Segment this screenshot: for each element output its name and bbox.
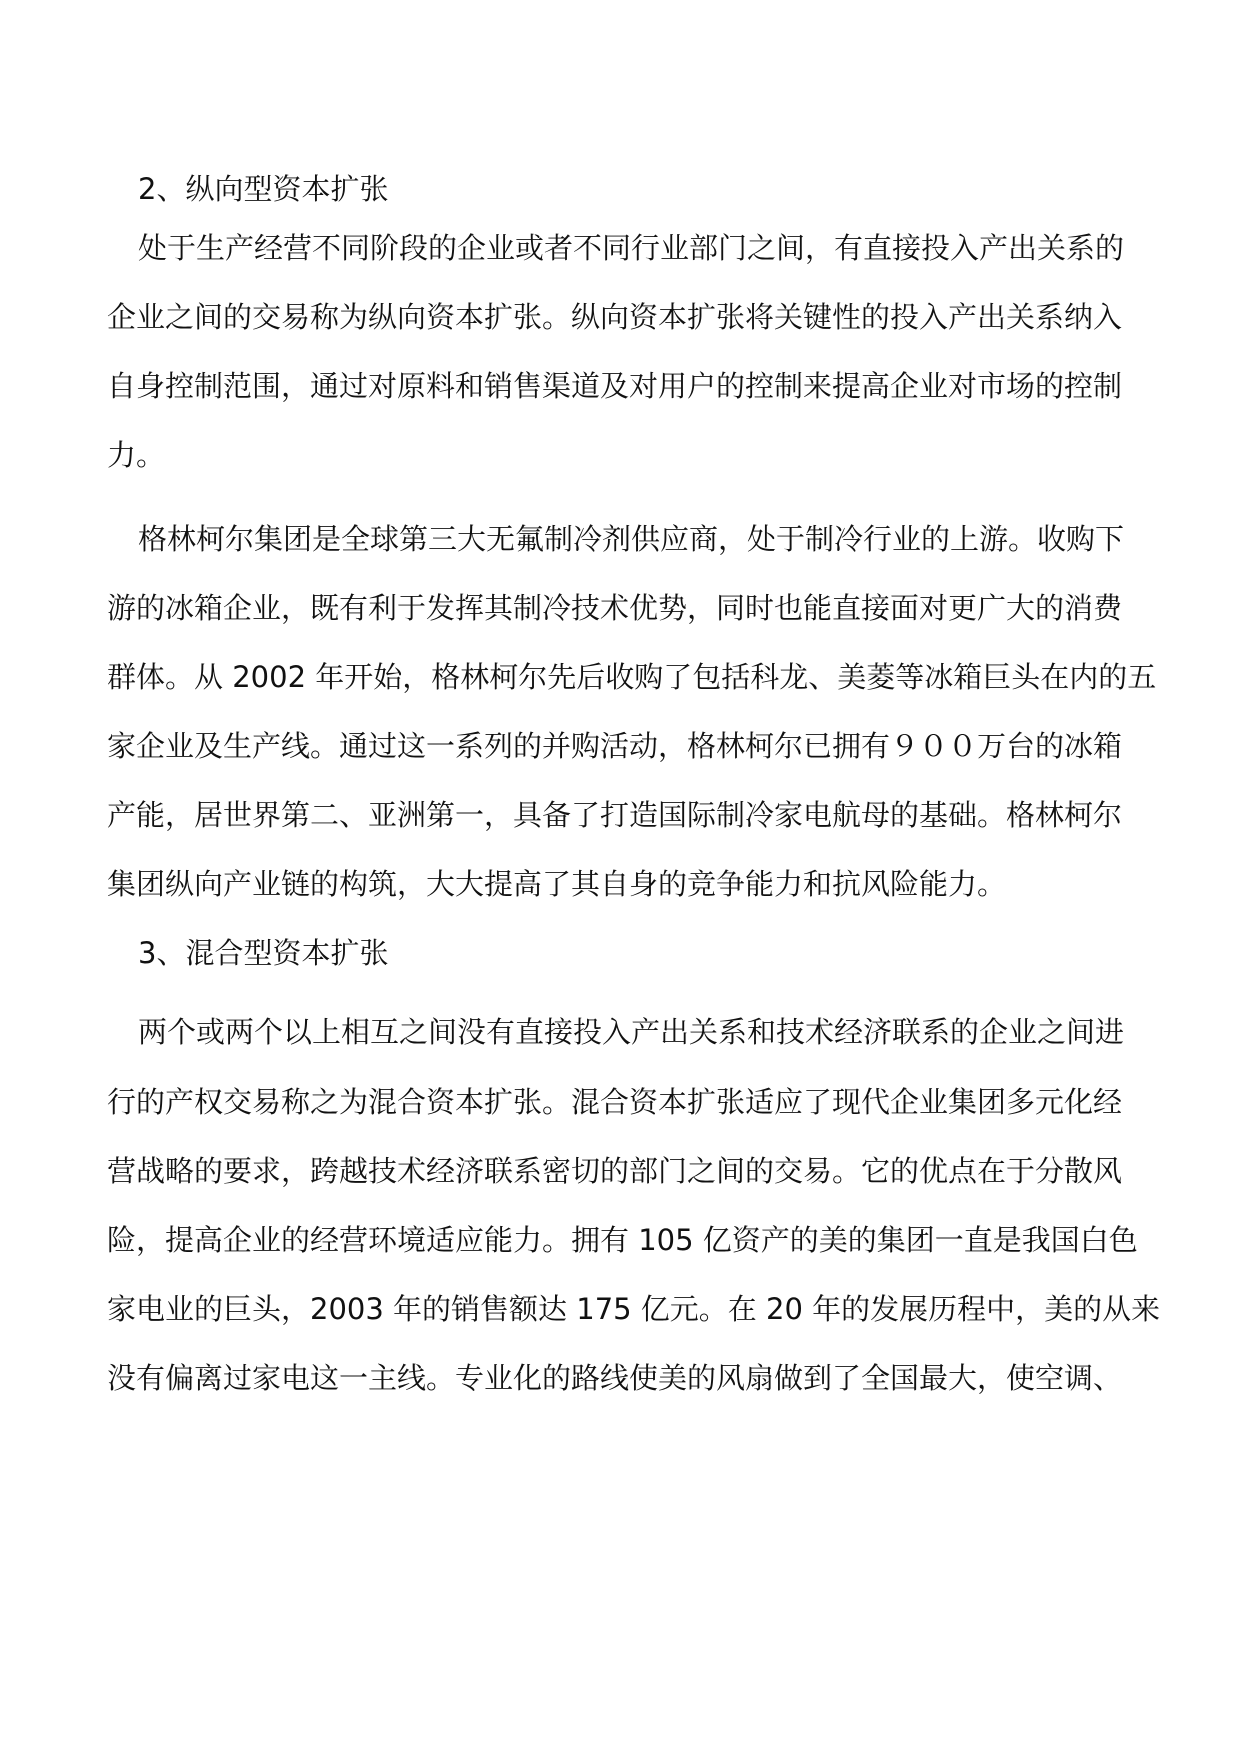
text-line: 没有偏离过家电这一主线。专业化的路线使美的风扇做到了全国最大，使空调、 (107, 1361, 1123, 1395)
text-line: 游的冰箱企业，既有利于发挥其制冷技术优势，同时也能直接面对更广大的消费 (107, 591, 1123, 625)
section-heading-mixed-expansion: 3、混合型资本扩张 (138, 936, 389, 970)
text-line: 行的产权交易称之为混合资本扩张。混合资本扩张适应了现代企业集团多元化经 (107, 1085, 1123, 1119)
text-line: 家企业及生产线。通过这一系列的并购活动，格林柯尔已拥有９００万台的冰箱 (107, 729, 1123, 763)
text-line: 险，提高企业的经营环境适应能力。拥有 105 亿资产的美的集团一直是我国白色 (107, 1223, 1138, 1257)
text-line: 处于生产经营不同阶段的企业或者不同行业部门之间，有直接投入产出关系的 (138, 231, 1125, 265)
text-line: 产能，居世界第二、亚洲第一，具备了打造国际制冷家电航母的基础。格林柯尔 (107, 798, 1123, 832)
text-line: 集团纵向产业链的构筑，大大提高了其自身的竞争能力和抗风险能力。 (107, 867, 1007, 901)
text-line: 群体。从 2002 年开始，格林柯尔先后收购了包括科龙、美菱等冰箱巨头在内的五 (107, 660, 1157, 694)
text-line: 格林柯尔集团是全球第三大无氟制冷剂供应商，处于制冷行业的上游。收购下 (138, 522, 1125, 556)
text-line: 家电业的巨头，2003 年的销售额达 175 亿元。在 20 年的发展历程中，美的从来 (107, 1292, 1161, 1326)
text-line: 企业之间的交易称为纵向资本扩张。纵向资本扩张将关键性的投入产出关系纳入 (107, 300, 1123, 334)
text-line: 自身控制范围，通过对原料和销售渠道及对用户的控制来提高企业对市场的控制 (107, 369, 1123, 403)
text-line: 力。 (107, 438, 166, 472)
text-line: 两个或两个以上相互之间没有直接投入产出关系和技术经济联系的企业之间进 (138, 1015, 1125, 1049)
text-line: 营战略的要求，跨越技术经济联系密切的部门之间的交易。它的优点在于分散风 (107, 1154, 1123, 1188)
section-heading-vertical-expansion: 2、纵向型资本扩张 (138, 172, 389, 206)
